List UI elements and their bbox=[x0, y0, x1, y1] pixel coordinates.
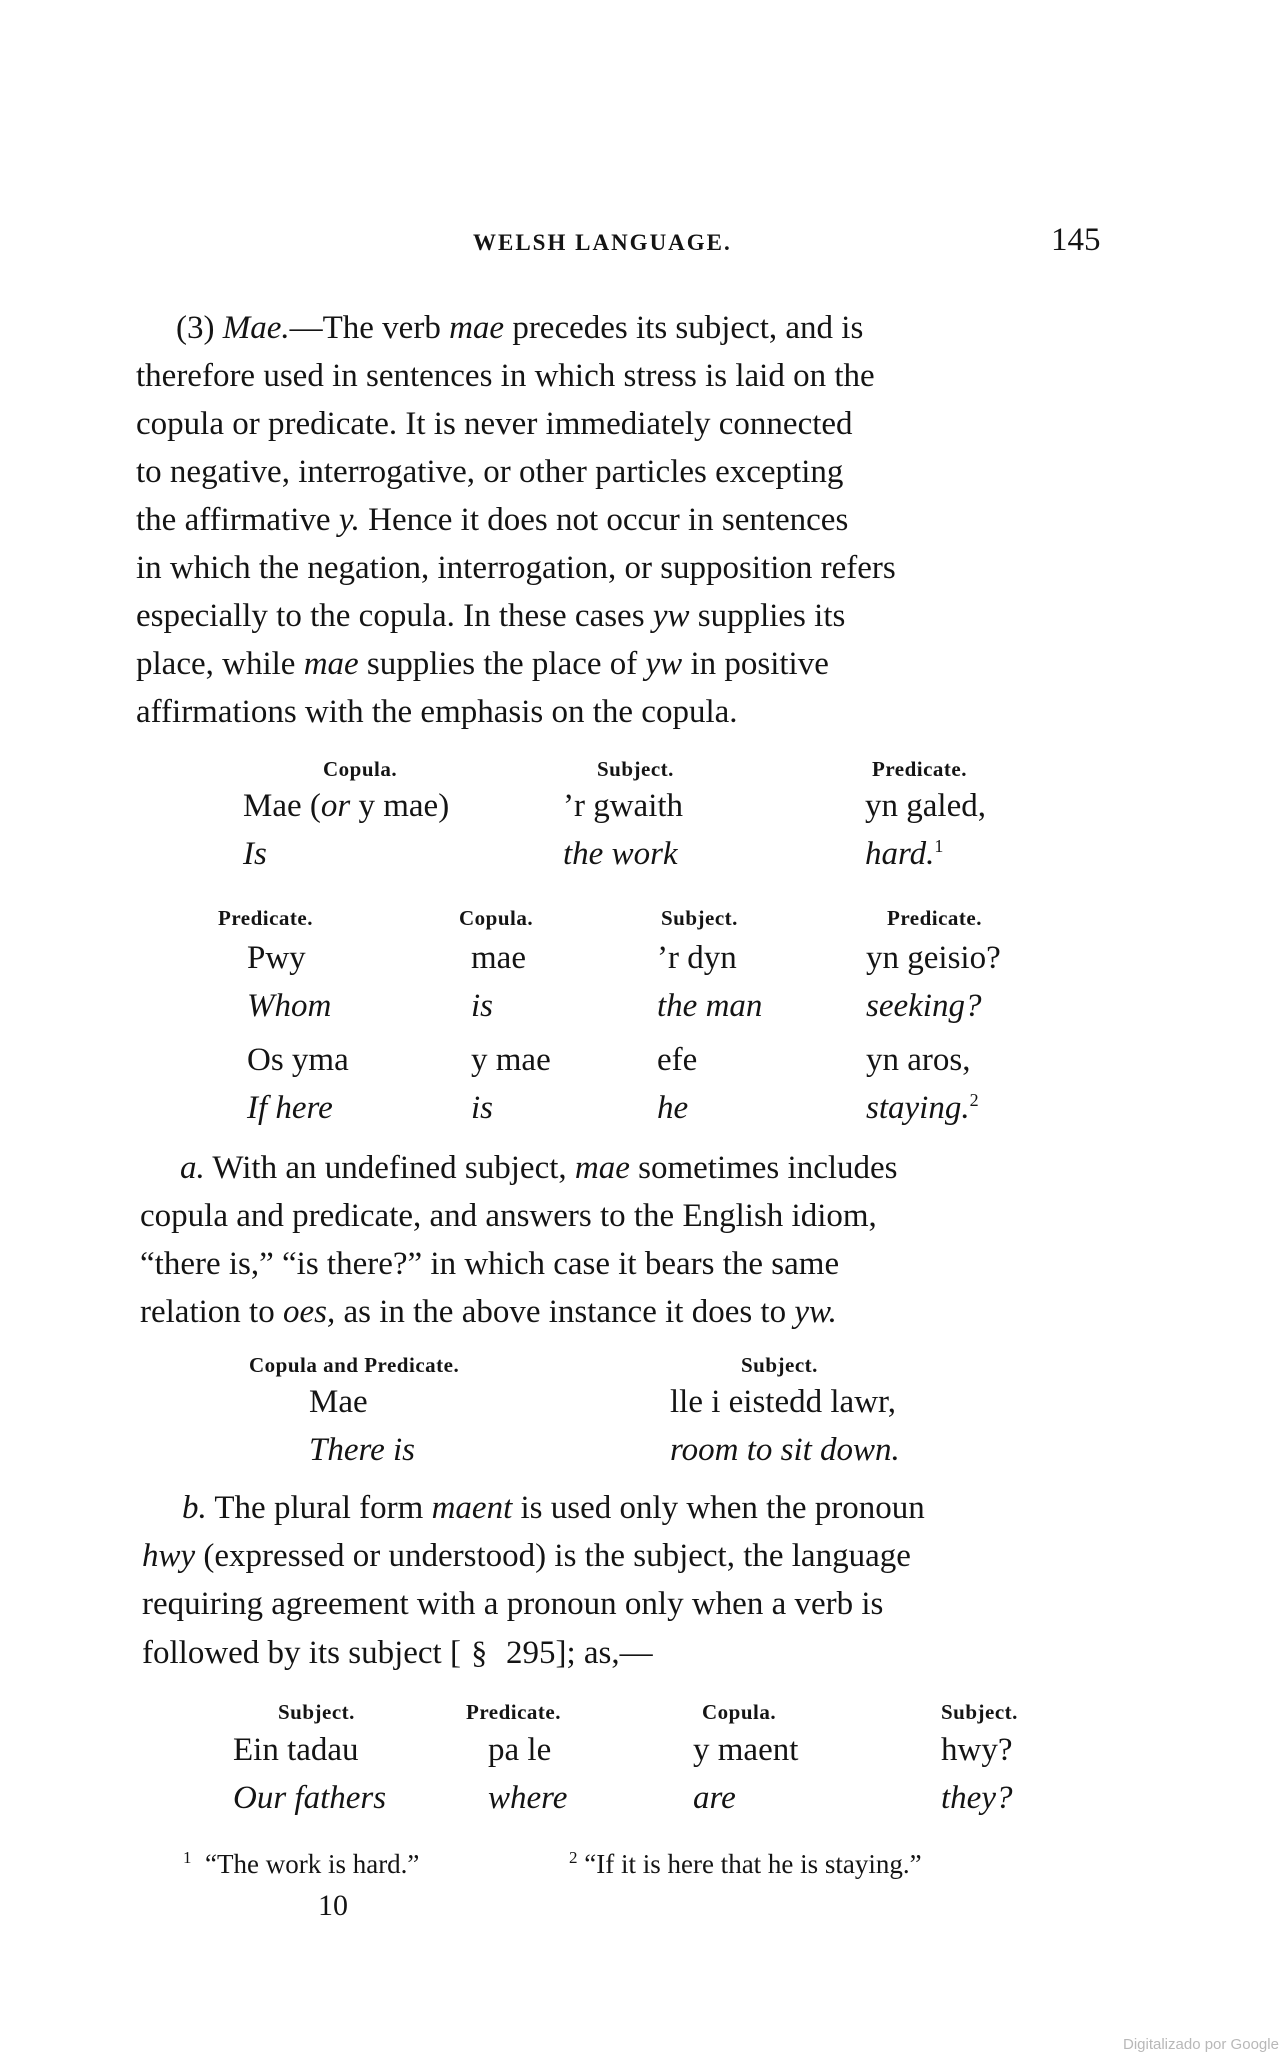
text-line: requiring agreement with a pronoun only when a verb is bbox=[142, 1586, 884, 1622]
english-gloss: room to sit down. bbox=[670, 1432, 900, 1468]
paragraph-marker: a. bbox=[180, 1150, 205, 1186]
welsh-phrase: Mae (or y mae) bbox=[243, 788, 450, 824]
text-line: (3) Mae.—The verb mae precedes its subject, and is bbox=[176, 310, 864, 346]
section-3-paragraph bbox=[136, 304, 1112, 736]
column-header: Subject. bbox=[278, 1700, 355, 1724]
footnote-ref: 1 bbox=[934, 836, 944, 856]
welsh-phrase: mae bbox=[471, 940, 526, 976]
column-header: Subject. bbox=[661, 906, 738, 930]
english-gloss: are bbox=[693, 1780, 736, 1816]
column-header: Copula. bbox=[323, 757, 398, 781]
welsh-phrase: ’r dyn bbox=[657, 940, 737, 976]
english-gloss: where bbox=[488, 1780, 568, 1816]
english-gloss: hard.$^1$ bbox=[865, 836, 944, 872]
english-gloss: they? bbox=[941, 1780, 1013, 1816]
section-sign: § bbox=[471, 1634, 488, 1670]
text-line: copula and predicate, and answers to the English idiom, bbox=[140, 1198, 877, 1234]
text-line: b. The plural form maent is used only when the pronoun bbox=[182, 1490, 925, 1526]
english-gloss: the work bbox=[563, 836, 678, 872]
english-gloss: he bbox=[657, 1090, 689, 1126]
column-header: Copula. bbox=[702, 1700, 777, 1724]
text-line: to negative, interrogative, or other particles excepting bbox=[136, 454, 844, 490]
english-gloss: is bbox=[471, 1090, 494, 1126]
text-line: “there is,” “is there?” in which case it bears the same bbox=[140, 1246, 840, 1282]
scan-watermark: Digitalizado por Google bbox=[1123, 2036, 1279, 2053]
column-header: Predicate. bbox=[466, 1700, 561, 1724]
english-gloss: Whom bbox=[247, 988, 332, 1024]
welsh-phrase: Ein tadau bbox=[233, 1732, 359, 1768]
english-gloss: Our fathers bbox=[233, 1780, 387, 1816]
welsh-phrase: lle i eistedd lawr, bbox=[670, 1384, 896, 1420]
column-header: Copula and Predicate. bbox=[249, 1353, 460, 1377]
footnote: $^2$ “If it is here that he is staying.” bbox=[569, 1848, 922, 1879]
signature-mark: 10 bbox=[318, 1889, 348, 1922]
text-line: the affirmative y. Hence it does not occur in sentences bbox=[136, 502, 849, 538]
text-line: a. With an undefined subject, mae sometimes includes bbox=[180, 1150, 898, 1186]
welsh-phrase: yn geisio? bbox=[866, 940, 1001, 976]
welsh-phrase: hwy? bbox=[941, 1732, 1013, 1768]
text-line: hwy (expressed or understood) is the subject, the language bbox=[142, 1538, 911, 1574]
footnote: $^1$ “The work is hard.” bbox=[183, 1848, 420, 1879]
text-line: affirmations with the emphasis on the copula. bbox=[136, 694, 738, 730]
column-header: Subject. bbox=[741, 1353, 818, 1377]
page-number: 145 bbox=[1051, 222, 1101, 258]
paragraph-marker: b. bbox=[182, 1490, 207, 1526]
section-keyword: Mae. bbox=[222, 310, 290, 346]
footnote-marker: 2 bbox=[569, 1848, 578, 1867]
column-header: Subject. bbox=[941, 1700, 1018, 1724]
text-line: relation to oes, as in the above instance it does to yw. bbox=[140, 1294, 837, 1330]
text-line: place, while mae supplies the place of yw in positive bbox=[136, 646, 829, 682]
column-header: Predicate. bbox=[872, 757, 967, 781]
english-gloss: the man bbox=[657, 988, 763, 1024]
running-title: WELSH LANGUAGE. bbox=[473, 230, 732, 255]
text-line: therefore used in sentences in which stress is laid on the bbox=[136, 358, 875, 394]
welsh-phrase: Os yma bbox=[247, 1042, 349, 1078]
footnote-ref: 2 bbox=[969, 1090, 979, 1110]
welsh-phrase: yn aros, bbox=[866, 1042, 971, 1078]
text-line: in which the negation, interrogation, or supposition refers bbox=[136, 550, 896, 586]
column-header: Predicate. bbox=[887, 906, 982, 930]
english-gloss: There is bbox=[309, 1432, 416, 1468]
text-line: especially to the copula. In these cases yw supplies its bbox=[136, 598, 846, 634]
paragraph-b bbox=[142, 1484, 1118, 1676]
welsh-phrase: Pwy bbox=[247, 940, 306, 976]
welsh-phrase: Mae bbox=[309, 1384, 368, 1420]
english-gloss: is bbox=[471, 988, 494, 1024]
column-header: Copula. bbox=[459, 906, 534, 930]
welsh-phrase: yn galed, bbox=[865, 788, 986, 824]
welsh-phrase: ’r gwaith bbox=[563, 788, 684, 824]
english-gloss: seeking? bbox=[866, 988, 982, 1024]
welsh-phrase: pa le bbox=[488, 1732, 552, 1768]
footnote-marker: 1 bbox=[183, 1848, 192, 1867]
english-gloss: Is bbox=[243, 836, 267, 872]
english-gloss: staying.$^2$ bbox=[866, 1090, 979, 1126]
column-header: Subject. bbox=[597, 757, 674, 781]
paragraph-a bbox=[140, 1144, 1116, 1336]
column-header: Predicate. bbox=[218, 906, 313, 930]
english-gloss: If here bbox=[247, 1090, 333, 1126]
welsh-phrase: efe bbox=[657, 1042, 698, 1078]
text-line: followed by its subject [ § 295]; as,— bbox=[142, 1634, 653, 1671]
text-line: copula or predicate. It is never immediately connected bbox=[136, 406, 853, 442]
welsh-phrase: y maent bbox=[693, 1732, 799, 1768]
welsh-phrase: y mae bbox=[471, 1042, 551, 1078]
